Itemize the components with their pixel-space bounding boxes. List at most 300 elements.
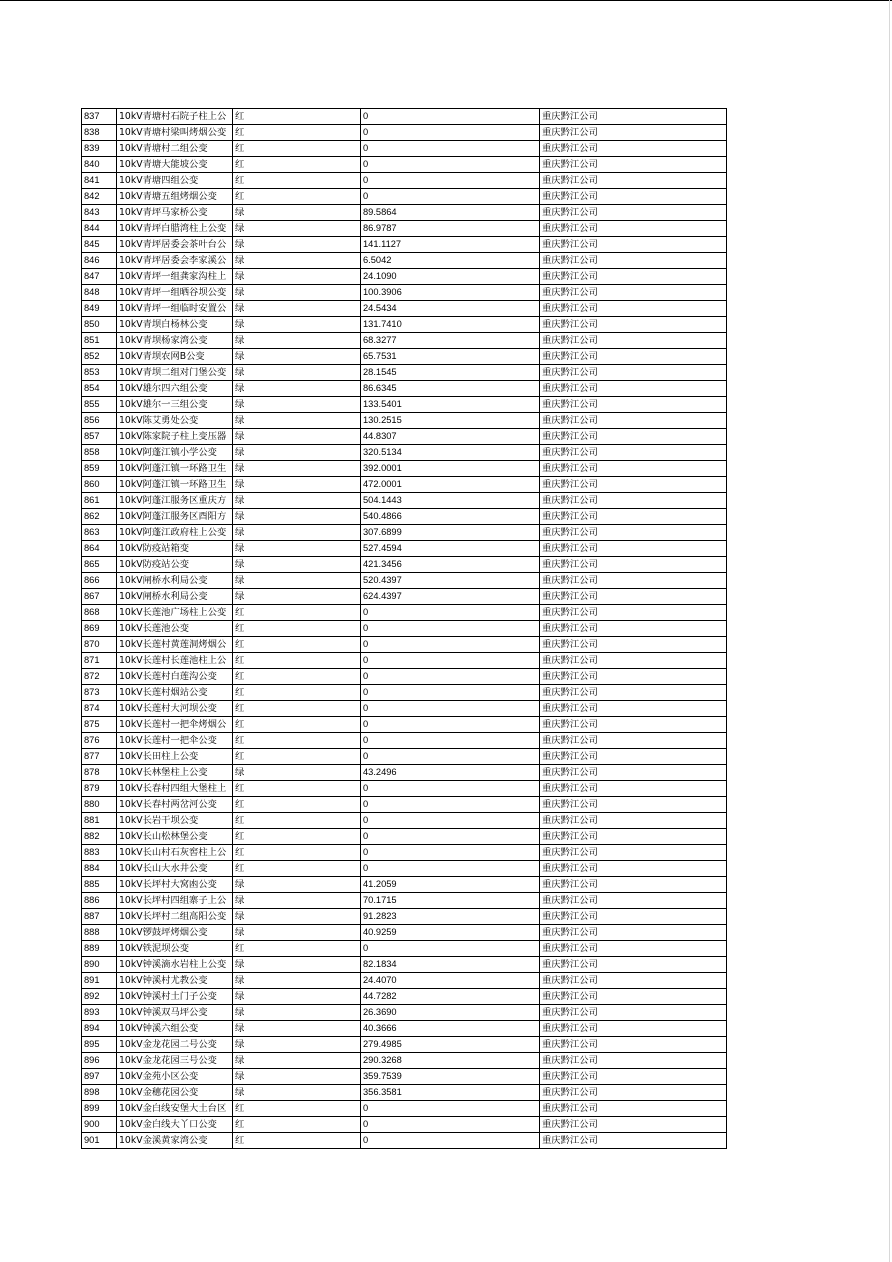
status-cell: 绿 [233,1005,361,1021]
table-row [82,173,727,189]
transformer-name-cell: 10kV钟溪滴水岩柱上公变 [117,957,233,973]
row-number-cell: 876 [82,733,117,749]
value-cell: 26.3690 [361,1005,540,1021]
company-cell: 重庆黔江公司 [540,941,727,957]
status-cell: 绿 [233,877,361,893]
transformer-name-cell: 10kV长莲村烟站公变 [117,685,233,701]
table-row [82,397,727,413]
table-row [82,685,727,701]
table-row [82,381,727,397]
value-cell: 65.7531 [361,349,540,365]
company-cell: 重庆黔江公司 [540,525,727,541]
value-cell: 504.1443 [361,493,540,509]
transformer-name-cell: 10kV长莲池广场柱上公变 [117,605,233,621]
status-cell: 红 [233,941,361,957]
status-cell: 红 [233,733,361,749]
transformer-name-cell: 10kV青坪白腊湾柱上公变 [117,221,233,237]
row-number-cell: 858 [82,445,117,461]
company-cell: 重庆黔江公司 [540,317,727,333]
value-cell: 0 [361,701,540,717]
table-row [82,157,727,173]
row-number-cell: 863 [82,525,117,541]
row-number-cell: 844 [82,221,117,237]
company-cell: 重庆黔江公司 [540,237,727,253]
transformer-name-cell: 10kV钟溪双马坪公变 [117,1005,233,1021]
table-row [82,861,727,877]
company-cell: 重庆黔江公司 [540,205,727,221]
table-row [82,765,727,781]
company-cell: 重庆黔江公司 [540,1069,727,1085]
value-cell: 290.3268 [361,1053,540,1069]
row-number-cell: 867 [82,589,117,605]
status-cell: 绿 [233,285,361,301]
table-row [82,1101,727,1117]
row-number-cell: 854 [82,381,117,397]
row-number-cell: 878 [82,765,117,781]
status-cell: 绿 [233,1069,361,1085]
transformer-name-cell: 10kV青坝二组对门堡公变 [117,365,233,381]
value-cell: 100.3906 [361,285,540,301]
status-cell: 绿 [233,205,361,221]
value-cell: 41.2059 [361,877,540,893]
row-number-cell: 896 [82,1053,117,1069]
company-cell: 重庆黔江公司 [540,1085,727,1101]
company-cell: 重庆黔江公司 [540,829,727,845]
table-row [82,797,727,813]
value-cell: 130.2515 [361,413,540,429]
value-cell: 0 [361,685,540,701]
table-row [82,301,727,317]
value-cell: 44.8307 [361,429,540,445]
transformer-name-cell: 10kV铁泥坝公变 [117,941,233,957]
company-cell: 重庆黔江公司 [540,477,727,493]
status-cell: 绿 [233,1085,361,1101]
table-row [82,749,727,765]
transformer-name-cell: 10kV陈家院子柱上变压器 [117,429,233,445]
transformer-name-cell: 10kV长坪村四组寨子上公 [117,893,233,909]
status-cell: 绿 [233,765,361,781]
company-cell: 重庆黔江公司 [540,461,727,477]
table-row [82,317,727,333]
row-number-cell: 869 [82,621,117,637]
transformer-name-cell: 10kV金白线大丫口公变 [117,1117,233,1133]
value-cell: 0 [361,1117,540,1133]
transformer-name-cell: 10kV长莲村黄莲洞烤烟公 [117,637,233,653]
company-cell: 重庆黔江公司 [540,893,727,909]
transformer-name-cell: 10kV青塘五组烤烟公变 [117,189,233,205]
table-row [82,733,727,749]
transformer-name-cell: 10kV青坪一组龚家沟柱上 [117,269,233,285]
table-row [82,189,727,205]
company-cell: 重庆黔江公司 [540,1117,727,1133]
table-row [82,221,727,237]
value-cell: 392.0001 [361,461,540,477]
value-cell: 0 [361,621,540,637]
transformer-name-cell: 10kV闸桥水利局公变 [117,573,233,589]
transformer-name-cell: 10kV青坝杨家湾公变 [117,333,233,349]
row-number-cell: 901 [82,1133,117,1149]
table-row [82,477,727,493]
table-row [82,413,727,429]
transformer-name-cell: 10kV陈艾勇处公变 [117,413,233,429]
value-cell: 0 [361,717,540,733]
row-number-cell: 838 [82,125,117,141]
status-cell: 绿 [233,1053,361,1069]
table-row [82,573,727,589]
value-cell: 279.4985 [361,1037,540,1053]
table-row [82,541,727,557]
status-cell: 绿 [233,413,361,429]
status-cell: 红 [233,189,361,205]
status-cell: 红 [233,1117,361,1133]
status-cell: 红 [233,653,361,669]
table-row [82,589,727,605]
transformer-name-cell: 10kV闸桥水利局公变 [117,589,233,605]
value-cell: 0 [361,157,540,173]
status-cell: 红 [233,605,361,621]
row-number-cell: 894 [82,1021,117,1037]
company-cell: 重庆黔江公司 [540,253,727,269]
transformer-name-cell: 10kV长坪村大窝凼公变 [117,877,233,893]
value-cell: 540.4866 [361,509,540,525]
value-cell: 6.5042 [361,253,540,269]
company-cell: 重庆黔江公司 [540,509,727,525]
table-row [82,1085,727,1101]
value-cell: 141.1127 [361,237,540,253]
transformer-name-cell: 10kV青坪一组临时安置公 [117,301,233,317]
table-row [82,461,727,477]
status-cell: 红 [233,669,361,685]
table-row [82,781,727,797]
transformer-name-cell: 10kV阿蓬江政府柱上公变 [117,525,233,541]
transformer-name-cell: 10kV长山村石灰窖柱上公 [117,845,233,861]
transformer-name-cell: 10kV青塘村石院子柱上公 [117,109,233,125]
value-cell: 472.0001 [361,477,540,493]
status-cell: 绿 [233,253,361,269]
page-right-edge [889,0,890,1262]
value-cell: 421.3456 [361,557,540,573]
table-row [82,141,727,157]
table-row [82,1069,727,1085]
table-row [82,1117,727,1133]
table-row [82,237,727,253]
table-row [82,621,727,637]
value-cell: 0 [361,189,540,205]
company-cell: 重庆黔江公司 [540,429,727,445]
status-cell: 绿 [233,541,361,557]
transformer-name-cell: 10kV长莲池公变 [117,621,233,637]
status-cell: 红 [233,717,361,733]
company-cell: 重庆黔江公司 [540,957,727,973]
value-cell: 86.9787 [361,221,540,237]
company-cell: 重庆黔江公司 [540,445,727,461]
transformer-name-cell: 10kV锣鼓坪烤烟公变 [117,925,233,941]
company-cell: 重庆黔江公司 [540,1021,727,1037]
transformer-name-cell: 10kV防疫站公变 [117,557,233,573]
value-cell: 0 [361,141,540,157]
status-cell: 绿 [233,525,361,541]
table-row [82,989,727,1005]
row-number-cell: 862 [82,509,117,525]
status-cell: 绿 [233,1021,361,1037]
row-number-cell: 873 [82,685,117,701]
transformer-name-cell: 10kV长岩干坝公变 [117,813,233,829]
company-cell: 重庆黔江公司 [540,717,727,733]
transformer-name-cell: 10kV雄尔一三组公变 [117,397,233,413]
company-cell: 重庆黔江公司 [540,173,727,189]
company-cell: 重庆黔江公司 [540,781,727,797]
value-cell: 44.7282 [361,989,540,1005]
value-cell: 68.3277 [361,333,540,349]
table-row [82,1053,727,1069]
status-cell: 绿 [233,493,361,509]
table-row [82,893,727,909]
company-cell: 重庆黔江公司 [540,637,727,653]
company-cell: 重庆黔江公司 [540,669,727,685]
row-number-cell: 857 [82,429,117,445]
company-cell: 重庆黔江公司 [540,605,727,621]
status-cell: 绿 [233,573,361,589]
company-cell: 重庆黔江公司 [540,701,727,717]
transformer-name-cell: 10kV阿蓬江镇一环路卫生 [117,477,233,493]
value-cell: 89.5864 [361,205,540,221]
status-cell: 绿 [233,909,361,925]
company-cell: 重庆黔江公司 [540,285,727,301]
row-number-cell: 872 [82,669,117,685]
table-row [82,205,727,221]
row-number-cell: 840 [82,157,117,173]
transformer-name-cell: 10kV青坪居委会李家溪公 [117,253,233,269]
value-cell: 527.4594 [361,541,540,557]
row-number-cell: 841 [82,173,117,189]
value-cell: 0 [361,733,540,749]
row-number-cell: 856 [82,413,117,429]
company-cell: 重庆黔江公司 [540,925,727,941]
table-row [82,525,727,541]
value-cell: 0 [361,845,540,861]
company-cell: 重庆黔江公司 [540,909,727,925]
table-row [82,1005,727,1021]
company-cell: 重庆黔江公司 [540,813,727,829]
status-cell: 红 [233,701,361,717]
transformer-name-cell: 10kV长坪村二组高阳公变 [117,909,233,925]
company-cell: 重庆黔江公司 [540,269,727,285]
company-cell: 重庆黔江公司 [540,381,727,397]
row-number-cell: 892 [82,989,117,1005]
row-number-cell: 882 [82,829,117,845]
value-cell: 0 [361,605,540,621]
row-number-cell: 855 [82,397,117,413]
status-cell: 绿 [233,477,361,493]
table-row [82,957,727,973]
status-cell: 绿 [233,333,361,349]
transformer-name-cell: 10kV青坝白杨林公变 [117,317,233,333]
value-cell: 43.2496 [361,765,540,781]
row-number-cell: 848 [82,285,117,301]
transformer-name-cell: 10kV长山松林堡公变 [117,829,233,845]
status-cell: 绿 [233,397,361,413]
value-cell: 82.1834 [361,957,540,973]
company-cell: 重庆黔江公司 [540,141,727,157]
status-cell: 绿 [233,381,361,397]
transformer-name-cell: 10kV青塘大能坡公变 [117,157,233,173]
status-cell: 绿 [233,973,361,989]
company-cell: 重庆黔江公司 [540,845,727,861]
company-cell: 重庆黔江公司 [540,413,727,429]
transformer-name-cell: 10kV长莲村一把伞烤烟公 [117,717,233,733]
row-number-cell: 897 [82,1069,117,1085]
value-cell: 0 [361,813,540,829]
status-cell: 红 [233,845,361,861]
company-cell: 重庆黔江公司 [540,653,727,669]
row-number-cell: 874 [82,701,117,717]
value-cell: 28.1545 [361,365,540,381]
value-cell: 0 [361,173,540,189]
value-cell: 24.1090 [361,269,540,285]
row-number-cell: 883 [82,845,117,861]
table-row [82,493,727,509]
company-cell: 重庆黔江公司 [540,877,727,893]
status-cell: 绿 [233,957,361,973]
row-number-cell: 898 [82,1085,117,1101]
table-row [82,669,727,685]
transformer-name-cell: 10kV青坪居委会茶叶台公 [117,237,233,253]
row-number-cell: 891 [82,973,117,989]
value-cell: 0 [361,749,540,765]
value-cell: 0 [361,109,540,125]
row-number-cell: 870 [82,637,117,653]
status-cell: 红 [233,125,361,141]
row-number-cell: 842 [82,189,117,205]
transformer-name-cell: 10kV金龙花园二号公变 [117,1037,233,1053]
row-number-cell: 875 [82,717,117,733]
row-number-cell: 899 [82,1101,117,1117]
transformer-name-cell: 10kV雄尔四六组公变 [117,381,233,397]
table-row [82,973,727,989]
value-cell: 624.4397 [361,589,540,605]
table-row [82,845,727,861]
transformer-name-cell: 10kV长林堡柱上公变 [117,765,233,781]
company-cell: 重庆黔江公司 [540,365,727,381]
value-cell: 133.5401 [361,397,540,413]
company-cell: 重庆黔江公司 [540,861,727,877]
row-number-cell: 868 [82,605,117,621]
table-row [82,1133,727,1149]
company-cell: 重庆黔江公司 [540,557,727,573]
status-cell: 红 [233,829,361,845]
table-body [82,109,727,1149]
value-cell: 359.7539 [361,1069,540,1085]
transformer-name-cell: 10kV阿蓬江镇小学公变 [117,445,233,461]
table-row [82,365,727,381]
status-cell: 绿 [233,589,361,605]
value-cell: 0 [361,797,540,813]
company-cell: 重庆黔江公司 [540,221,727,237]
status-cell: 绿 [233,461,361,477]
company-cell: 重庆黔江公司 [540,301,727,317]
transformer-status-table [81,108,727,1149]
row-number-cell: 845 [82,237,117,253]
status-cell: 绿 [233,1037,361,1053]
status-cell: 绿 [233,893,361,909]
row-number-cell: 893 [82,1005,117,1021]
company-cell: 重庆黔江公司 [540,1133,727,1149]
status-cell: 红 [233,1133,361,1149]
value-cell: 520.4397 [361,573,540,589]
status-cell: 绿 [233,989,361,1005]
value-cell: 356.3581 [361,1085,540,1101]
transformer-name-cell: 10kV阿蓬江服务区重庆方 [117,493,233,509]
transformer-name-cell: 10kV青坝农网B公变 [117,349,233,365]
table-row [82,445,727,461]
table-row [82,877,727,893]
value-cell: 0 [361,941,540,957]
row-number-cell: 847 [82,269,117,285]
status-cell: 绿 [233,269,361,285]
transformer-name-cell: 10kV防疫站箱变 [117,541,233,557]
transformer-name-cell: 10kV青塘村梁叫烤烟公变 [117,125,233,141]
table-row [82,285,727,301]
value-cell: 0 [361,1101,540,1117]
company-cell: 重庆黔江公司 [540,157,727,173]
row-number-cell: 889 [82,941,117,957]
status-cell: 红 [233,637,361,653]
transformer-name-cell: 10kV阿蓬江服务区酉阳方 [117,509,233,525]
status-cell: 绿 [233,925,361,941]
row-number-cell: 866 [82,573,117,589]
row-number-cell: 859 [82,461,117,477]
table-row [82,925,727,941]
row-number-cell: 851 [82,333,117,349]
status-cell: 绿 [233,317,361,333]
value-cell: 24.4070 [361,973,540,989]
table-row [82,125,727,141]
status-cell: 绿 [233,445,361,461]
status-cell: 绿 [233,365,361,381]
status-cell: 绿 [233,557,361,573]
table-row [82,813,727,829]
transformer-name-cell: 10kV金苑小区公变 [117,1069,233,1085]
transformer-name-cell: 10kV金龙花园三号公变 [117,1053,233,1069]
status-cell: 绿 [233,509,361,525]
row-number-cell: 895 [82,1037,117,1053]
company-cell: 重庆黔江公司 [540,1037,727,1053]
table-row [82,605,727,621]
row-number-cell: 837 [82,109,117,125]
row-number-cell: 846 [82,253,117,269]
status-cell: 红 [233,173,361,189]
transformer-name-cell: 10kV青塘四组公变 [117,173,233,189]
value-cell: 86.6345 [361,381,540,397]
table-row [82,557,727,573]
transformer-name-cell: 10kV长田柱上公变 [117,749,233,765]
value-cell: 24.5434 [361,301,540,317]
row-number-cell: 852 [82,349,117,365]
value-cell: 0 [361,125,540,141]
status-cell: 红 [233,109,361,125]
table-row [82,717,727,733]
company-cell: 重庆黔江公司 [540,573,727,589]
table-row [82,333,727,349]
company-cell: 重庆黔江公司 [540,109,727,125]
table-row [82,909,727,925]
status-cell: 红 [233,141,361,157]
table-row [82,253,727,269]
value-cell: 40.9259 [361,925,540,941]
transformer-name-cell: 10kV青塘村二组公变 [117,141,233,157]
transformer-name-cell: 10kV长山大水井公变 [117,861,233,877]
row-number-cell: 900 [82,1117,117,1133]
